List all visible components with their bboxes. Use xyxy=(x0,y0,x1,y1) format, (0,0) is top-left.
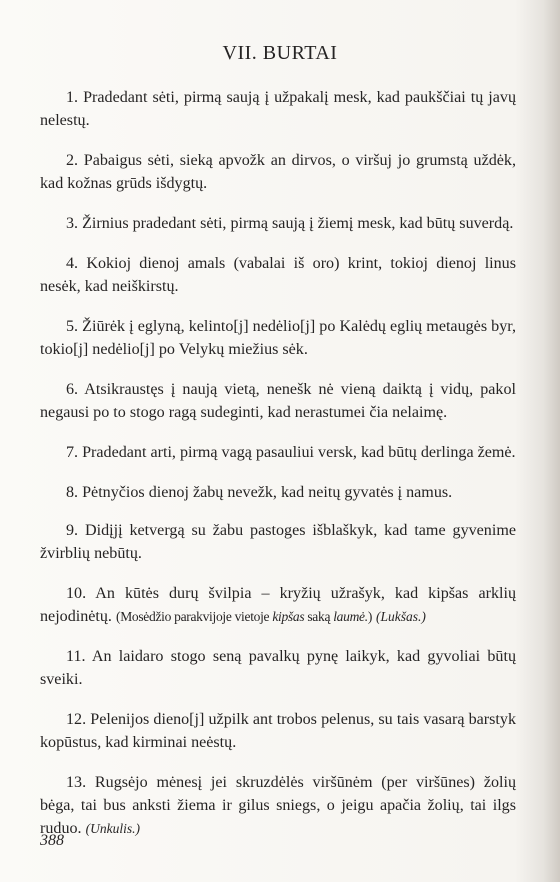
entry-13-source: (Unkulis.) xyxy=(85,821,140,836)
entry-5: 5. Žiūrėk į eglyną, kelinto[j] nedėlio[j] po Kalėdų eglių metaugės byr, tokio[j] nedėlio[j] po Velykų miežius sėk. xyxy=(40,318,516,358)
entry-11: 11. An laidaro stogo seną pavalkų pynę laikyk, kad gyvoliai būtų sveiki. xyxy=(40,648,516,688)
entry-9: 9. Didįjį ketvergą su žabu pastoges išblaškyk, kad tame gyvenime žvirblių nebūtų. xyxy=(40,522,516,562)
entry-10: 10. An kūtės durų švilpia – kryžių užrašyk, kad kipšas arklių nejodinėtų. (Mosėdžio parakvijoje vietoje kipšas saką laumė.) (Lukšas.) xyxy=(40,585,516,625)
entry-10-source: (Lukšas.) xyxy=(376,609,426,624)
entry-6: 6. Atsikraustęs į naują vietą, nenešk nė vieną daiktą į vidų, pakol negausi po to stogo ragą sudeginti, kad nerastumei čia nelaimę. xyxy=(40,381,516,421)
entry-4: 4. Kokioj dienoj amals (vabalai iš oro) krint, tokioj dienoj linus nesėk, kad neiškirstų. xyxy=(40,255,516,295)
entry-7: 7. Pradedant arti, pirmą vagą pasauliui versk, kad būtų derlinga žemė. xyxy=(66,444,516,461)
entry-13: 13. Rugsėjo mėnesį jei skruzdėlės viršūnėm (per viršūnes) žolių bėga, tai bus anksti žiema ir gilus sniegs, o jeigu apačia žolių, tai ilgs ruduo. (Unkulis.) xyxy=(40,774,516,837)
entry-12: 12. Pelenijos dieno[j] užpilk ant trobos pelenus, su tais vasarą barstyk kopūstus, kad kirminai neėstų. xyxy=(40,711,516,751)
entries-list xyxy=(40,86,516,857)
entry-1: 1. Pradedant sėti, pirmą saują į užpakalį mesk, kad paukščiai tų javų nelestų. xyxy=(40,89,516,129)
entry-2: 2. Pabaigus sėti, sieką apvožk an dirvos, o viršuj jo grumstą uždėk, kad kožnas grūds išdygtų. xyxy=(40,152,516,192)
entry-8: 8. Pėtnyčios dienoj žabų nevežk, kad neitų gyvatės į namus. xyxy=(66,484,453,501)
page-number: 388 xyxy=(40,832,64,849)
entry-10-note: (Mosėdžio parakvijoje vietoje kipšas saką laumė.) xyxy=(116,609,373,624)
chapter-title: VII. BURTAI xyxy=(222,42,338,64)
entry-3: 3. Žirnius pradedant sėti, pirmą saują į žiemį mesk, kad būtų suverdą. xyxy=(66,215,514,232)
